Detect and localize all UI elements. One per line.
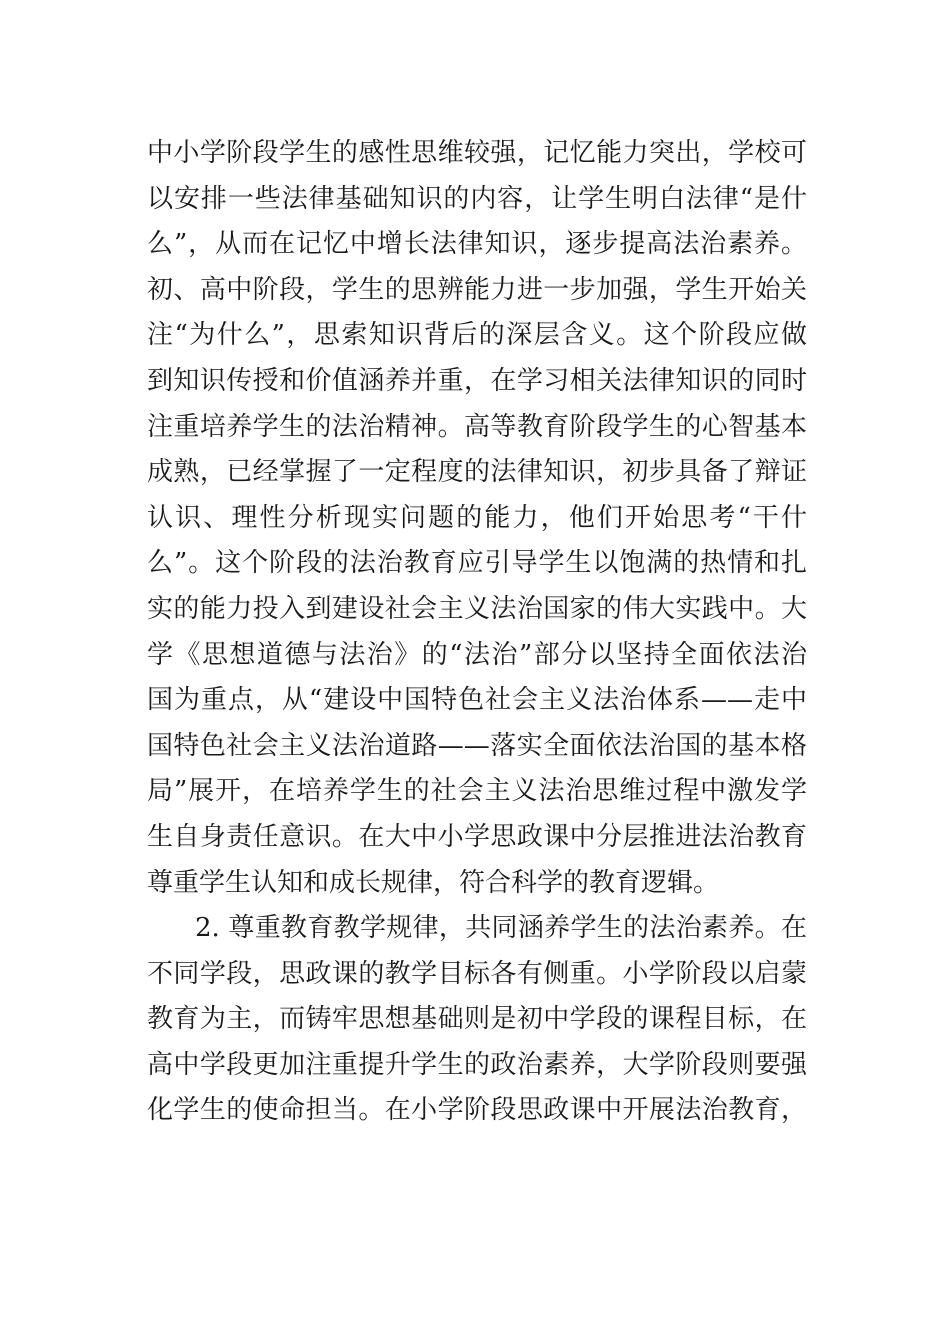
text-line: 中小学阶段学生的感性思维较强，记忆能力突出，学校可: [147, 138, 807, 168]
text-line: 注“为什么”，思索知识背后的深层含义。这个阶段应做: [147, 320, 807, 351]
text-line: 成熟，已经掌握了一定程度的法律知识，初步具备了辩证: [147, 457, 807, 488]
text-line: 以安排一些法律基础知识的内容，让学生明白法律“是什: [147, 183, 807, 214]
body-text: [147, 131, 807, 1134]
text-line: 注重培养学生的法治精神。高等教育阶段学生的心智基本: [147, 411, 807, 442]
text-line: 初、高中阶段，学生的思辨能力进一步加强，学生开始关: [147, 274, 807, 305]
text-line: 不同学段，思政课的教学目标各有侧重。小学阶段以启蒙: [147, 958, 807, 989]
text-line: 教育为主，而铸牢思想基础则是初中学段的课程目标，在: [147, 1004, 807, 1035]
text-line: 么”。这个阶段的法治教育应引导学生以饱满的热情和扎: [147, 548, 807, 579]
text-line: 国为重点，从“建设中国特色社会主义法治体系——走中: [147, 685, 807, 716]
text-line: 尊重学生认知和成长规律，符合科学的教育逻辑。: [147, 867, 720, 898]
text-line: 国特色社会主义法治道路——落实全面依法治国的基本格: [147, 730, 807, 761]
text-line: 高中学段更加注重提升学生的政治素养，大学阶段则要强: [147, 1049, 807, 1080]
text-line: 到知识传授和价值涵养并重，在学习相关法律知识的同时: [147, 365, 807, 396]
text-line: 实的能力投入到建设社会主义法治国家的伟大实践中。大: [147, 593, 807, 624]
text-line: 认识、理性分析现实问题的能力，他们开始思考“干什: [147, 502, 807, 533]
text-line: 学《思想道德与法治》的“法治”部分以坚持全面依法治: [147, 639, 807, 670]
text-line: 生自身责任意识。在大中小学思政课中分层推进法治教育: [147, 821, 807, 852]
text-line: 局”展开，在培养学生的社会主义法治思维过程中激发学: [147, 776, 807, 807]
text-line: 么”，从而在记忆中增长法律知识，逐步提高法治素养。: [147, 229, 807, 260]
text-line: 化学生的使命担当。在小学阶段思政课中开展法治教育，: [147, 1095, 807, 1126]
text-line: 2. 尊重教育教学规律，共同涵养学生的法治素养。在: [195, 913, 807, 944]
